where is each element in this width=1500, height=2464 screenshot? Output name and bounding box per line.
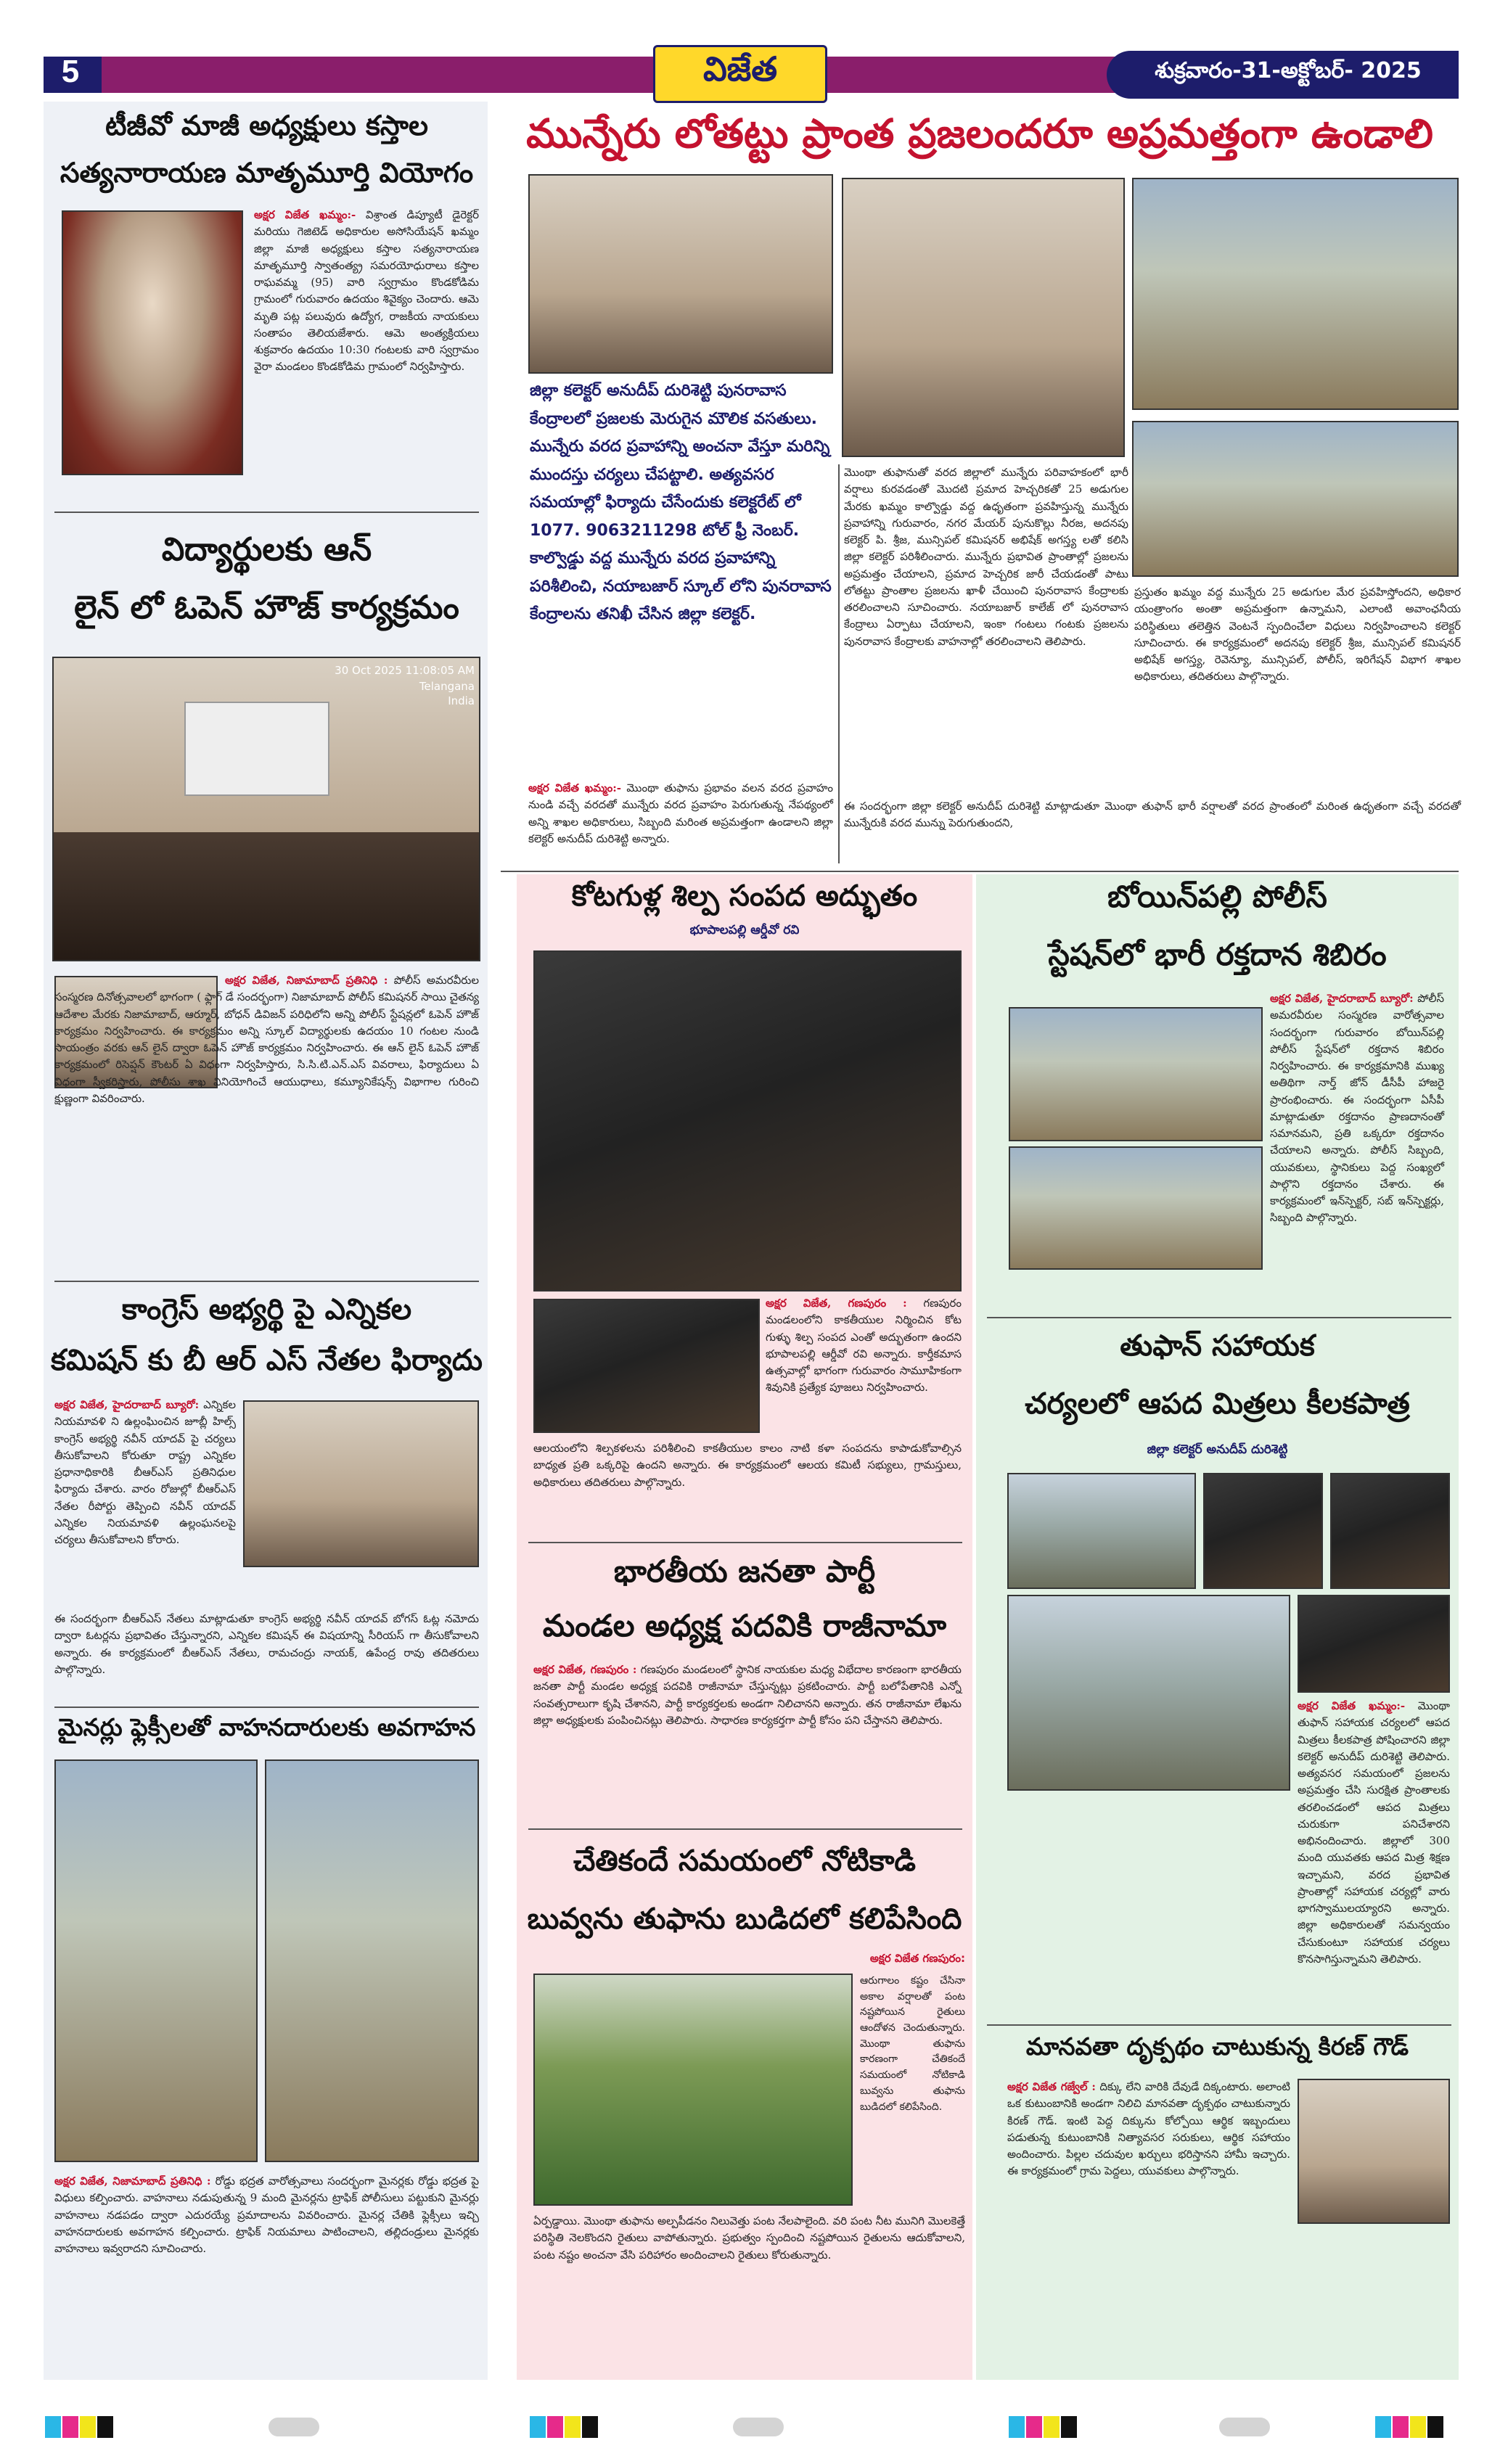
congress-headline-2: కమిషన్ కు బీ ఆర్ ఎస్ నేతల ఫిర్యాదు [51, 1344, 483, 1377]
open-house-headline-2: లైన్ లో ఓపెన్ హౌజ్ కార్యక్రమం [74, 589, 459, 626]
cyclone-help-text: మొంథా తుఫాన్ సహాయక చర్యలలో ఆపద మిత్రలు కీలకపాత్ర పోషించారని జిల్లా కలెక్టర్ అనుదీప్ దురిశెట్టి తెలిపారు. అత్యవసర సమయంలో ప్రజలను అప్రమత్తం చేసి సురక్షిత ప్రాంతాలకు తరలించడంలో ఆపద మిత్రలు చురుకుగా పనిచేశారని అభినందించారు. జిల్లాలో 300 మంది యువతకు ఆపద మిత్ర శిక్షణ ఇచ్చామని, వరద ప్రభావిత ప్రాంతాల్లో సహాయక చర్యల్లో వారు భాగస్వాములయ్యారని అన్నారు. జిల్లా అధికారులతో సమన్వయం చేసుకుంటూ సహాయక చర్యలు కొనసాగిస్తున్నామని తెలిపారు. [1298, 1699, 1450, 1966]
reg-mark [1026, 2416, 1042, 2438]
bjp-headline-1: భారతీయ జనతా పార్టీ [613, 1553, 876, 1589]
minors-text: రోడ్డు భద్రత వారోత్సవాలు సందర్భంగా మైనర్లకు రోడ్డు భద్రత పై విధులు కల్పించారు. వాహనాలు నడుపుతున్న 9 మంది మైనర్లను ట్రాఫిక్ పోలీసులు పట్టుకుని మైనర్లు వాహనాలు నడపడం ద్వారా ఎదురయ్యే ప్రమాదాలను వివరించారు. మైనర్ల చేతికి ఫ్లెక్సీలు ఇచ్చి వాహనదారులకు అవగాహన కల్పించారు. ట్రాఫిక్ నియమాలు పాటించాలని, తల్లిదండ్రులు మైనర్లకు వాహనాలు ఇవ్వరాదని సూచించారు. [54, 2175, 479, 2255]
blood-camp-dateline: అక్షర విజేత, హైదరాబాద్ బ్యూరో: [1270, 992, 1414, 1005]
reg-mark [62, 2416, 78, 2438]
minors-photo-1 [54, 1759, 258, 2162]
minors-photo-2 [265, 1759, 479, 2162]
crop-loss-photo [533, 1974, 853, 2206]
header-date: శుక్రవారం-31-అక్టోబర్- 2025 [1155, 58, 1422, 83]
cyclone-photo-1 [1007, 1473, 1196, 1589]
main-body-3: ప్రస్తుతం ఖమ్మం వద్ద మున్నేరు 25 అడుగుల మేర ప్రవహిస్తోందని, అధికార యంత్రాంగం అంతా అప్రమత్తంగా ఉన్నామని, ఎలాంటి అవాంఛనీయ పరిస్థితులు తలెత్తిన వెంటనే స్పందించేలా విధులు నిర్వహించాలని కలెక్టర్ సూచించారు. ఈ కార్యక్రమంలో అదనపు కలెక్టర్ శ్రీజ, మున్సిపల్ కమిషనర్ అభిషేక్ అగస్త్య, రెవెన్యూ, మున్సిపల్, పోలీస్, ఇరిగేషన్ విభాగ శాఖల అధికారులు, తదితరులు పాల్గొన్నారు. [1134, 586, 1461, 683]
reg-mark [565, 2416, 581, 2438]
main-body-1 [528, 780, 833, 867]
reg-mark [80, 2416, 96, 2438]
main-text-1: మొంథా తుఫాను ప్రభావం వలన వరద ప్రవాహం నుండి వచ్చే వరదతో మున్నేరు వరద ప్రవాహం పెరుగుతున్న నేపథ్యంలో అన్ని శాఖల అధికారులు, సిబ్బంది మరింత అప్రమత్తంగా ఉండాలని జిల్లా కలెక్టర్ అనుదీప్ దురిశెట్టి అన్నారు. [528, 781, 833, 845]
cyclone-help-body [1007, 1698, 1450, 2017]
reg-mark [582, 2416, 598, 2438]
reg-mark [547, 2416, 563, 2438]
reg-mark [1410, 2416, 1426, 2438]
reg-pill [733, 2418, 784, 2436]
cyclone-help-byline: జిల్లా కలెక్టర్ అనుదీప్ దురిశెట్టి [1147, 1442, 1288, 1457]
reg-mark [1009, 2416, 1025, 2438]
crop-loss-body-1: ఆరుగాలం కష్టం చేసినా అకాల వర్షాలతో పంట నష్టపోయిన రైతులు ఆందోళన చెందుతున్నారు. మొంథా తుఫాను కారణంగా చేతికందే సమయంలో నోటికాడి బువ్వను తుఫాను బుడిదలో కలిపేసింది. [860, 1975, 965, 2113]
divider [54, 512, 479, 513]
congress-headline-1: కాంగ్రెస్ అభ్యర్థి పై ఎన్నికల [121, 1293, 412, 1326]
blood-camp-text: పోలీస్ అమరవీరుల సంస్మరణ వారోత్సవాల సందర్భంగా గురువారం బోయిన్‌పల్లి పోలీస్ స్టేషన్‌లో రక్తదాన శిబిరం నిర్వహించారు. ఈ కార్యక్రమానికి ముఖ్య అతిథిగా నార్త్ జోన్ డీసీపీ హాజరై ప్రారంభించారు. ఈ సందర్భంగా ఏసీపీ మాట్లాడుతూ రక్తదానం ప్రాణదానంతో సమానమని, ప్రతి ఒక్కరూ రక్తదానం చేయాలని అన్నారు. పోలీస్ సిబ్బంది, యువకులు, స్థానికులు పెద్ద సంఖ్యలో పాల్గొని రక్తదానం చేశారు. ఈ కార్యక్రమంలో ఇన్‌స్పెక్టర్, సబ్ ఇన్‌స్పెక్టర్లు, సిబ్బంది పాల్గొన్నారు. [1270, 992, 1444, 1225]
kiran-headline: మానవతా దృక్పథం చాటుకున్న కిరణ్ గౌడ్ [1025, 2032, 1409, 2061]
photo-stamp: 30 Oct 2025 11:08:05 AM [335, 664, 475, 677]
open-house-text: పోలీస్ అమరవీరుల సంస్మరణ దినోత్సవాలలో భాగంగా ( ఫ్లాగ్ డే సందర్భంగా) నిజామాబాద్ పోలీస్ కమిషనర్ సాయి చైతన్య ఆదేశాల మేరకు నిజామాబాద్, ఆర్మూర్, బోధన్ డివిజన్ పరిధిలోని అన్ని పోలీస్ స్టేషన్లలో ఓపెన్ హౌజ్ కార్యక్రమం నిర్వహించారు. ఈ కార్యక్రమం అన్ని స్కూల్ విద్యార్థులకు ఉదయం 10 గంటల నుండి సాయంత్రం వరకు ఆన్ లైన్ ద్వారా ఓపెన్ హౌజ్ కార్యక్రమం నిర్వహించారు. ఈ ఆన్ లైన్ ఓపెన్ హౌజ్ కార్యక్రమంలో రిసెప్షన్ కౌంటర్ ఏ విధంగా నిర్వహిస్తారు, సి.సి.టి.ఎన్.ఎస్ వివరాలు, ఫిర్యాదులు ఏ విధంగా స్వీకరిస్తారు, పోలీసు శాఖ వినియోగించే ఆయుధాలు, కమ్యూనికేషన్స్ విభాగాల గురించి క్షుణ్ణంగా వివరించారు. [54, 974, 479, 1105]
kotagullu-photo-1 [533, 950, 962, 1291]
blood-camp-body [1005, 990, 1444, 1310]
kotagullu-body-1 [766, 1295, 962, 1440]
cyclone-help-headline-1: తుఫాన్ సహాయక [1120, 1329, 1315, 1363]
minors-body [54, 2173, 479, 2373]
divider [528, 1542, 962, 1543]
kotagullu-headline: కోటగుళ్ల శిల్ప సంపద అద్భుతం [571, 879, 918, 913]
open-house-dateline: అక్షర విజేత, నిజామాబాద్ ప్రతినిధి : [225, 974, 388, 987]
kotagullu-body-2: ఆలయంలోని శిల్పకళలను పరిశీలించి కాకతీయుల కాలం నాటి కళా సంపదను కాపాడుకోవాల్సిన బాధ్యత ప్రతి ఒక్కరిపై ఉందని అన్నారు. ఈ కార్యక్రమంలో ఆలయ కమిటీ సభ్యులు, గ్రామస్తులు, అధికారులు తదితరులు పాల్గొన్నారు. [533, 1442, 962, 1489]
projector-screen [184, 702, 329, 796]
reg-mark [530, 2416, 546, 2438]
divider [501, 871, 1459, 872]
photo-stamp-2: Telangana [419, 680, 475, 693]
main-photo-1 [528, 174, 833, 374]
reg-mark [97, 2416, 113, 2438]
divider [528, 1828, 962, 1830]
congress-dateline: అక్షర విజేత, హైదరాబాద్ బ్యూరో: [54, 1398, 200, 1411]
kotagullu-text-1: గణపురం మండలంలోని కాకతీయుల నిర్మించిన కోట గుళ్ళు శిల్ప సంపద ఎంతో అద్భుతంగా ఉందని భూపాలపల్లి ఆర్డీవో రవి అన్నారు. కార్తీకమాస ఉత్సవాల్లో భాగంగా గురువారం సామూహికంగా శివునికి ప్రత్యేక పూజలు నిర్వహించారు. [766, 1297, 962, 1395]
divider [987, 2024, 1451, 2026]
main-caption-text: జిల్లా కలెక్టర్ అనుదీప్ దురిశెట్టి పునరావాస కేంద్రాలలో ప్రజలకు మెరుగైన మౌలిక వసతులు. మున్నేరు వరద ప్రవాహాన్ని అంచనా వేస్తూ మరిన్ని ముందస్తు చర్యలు చేపట్టాలి. అత్యవసర సమయాల్లో ఫిర్యాదు చేసేందుకు కలెక్టరేట్ లో 1077. 9063211298 టోల్ ఫ్రీ నెంబర్. కాల్వొడ్డు వద్ద మున్నేరు వరద ప్రవాహాన్ని పరిశీలించి, నయాబజార్ స్కూల్ లోని పునరావాస కేంద్రాలను తనిఖీ చేసిన జిల్లా కలెక్టర్. [530, 382, 832, 623]
congress-photo [243, 1400, 479, 1567]
audience [54, 832, 480, 961]
kiran-body [1007, 2079, 1450, 2369]
reg-pill [269, 2418, 319, 2436]
condolence-text: విశ్రాంత డిప్యూటీ డైరెక్టర్ మరియు గెజిటెడ్ అధికారుల అసోసియేషన్ ఖమ్మం జిల్లా మాజీ అధ్యక్షులు కస్తాల సత్యనారాయణ మాతృమూర్తి స్వాతంత్య్ర సమరయోధురాలు కస్తాల రాఘవమ్మ (95) వారి స్వగ్రామం కొండకోడిమ గ్రామంలో గురువారం ఉదయం శివైక్యం చెందారు. ఆమె మృతి పట్ల పలువురు ఉద్యోగ, రాజకీయ నాయకులు సంతాపం తెలియజేశారు. ఆమె అంత్యక్రియలు శుక్రవారం ఉదయం 10:30 గంటలకు వారి స్వగ్రామం వైరా మండలం కొండకోడిమ గ్రామంలో నిర్వహిస్తారు. [254, 208, 479, 374]
divider [54, 1281, 479, 1282]
condolence-body [254, 207, 479, 482]
minors-headline: మైనర్లు ఫ్లెక్సీలతో వాహనదారులకు అవగాహన [57, 1713, 476, 1741]
condolence-headline-1: టీజీవో మాజీ అధ్యక్షులు కస్తాల [105, 110, 428, 141]
minors-dateline: అక్షర విజేత, నిజామాబాద్ ప్రతినిధి : [54, 2175, 211, 2188]
main-photo-3 [1132, 178, 1459, 410]
cyclone-photo-5 [1298, 1595, 1450, 1693]
main-body-4: ఈ సందర్భంగా జిల్లా కలెక్టర్ అనుదీప్ దురిశెట్టి మాట్లాడుతూ మొంథా తుఫాన్ భారీ వర్షాలతో వరద ప్రాంతంలో మరింత ఉధృతంగా వచ్చే వరదతో మున్నేరుకి వరద మున్ను పెరుగుతుందని, [844, 800, 1461, 830]
divider [987, 1317, 1451, 1318]
kotagullu-byline: భూపాలపల్లి ఆర్డీవో రవి [689, 923, 800, 937]
bjp-text: గణపురం మండలంలో స్థానిక నాయకుల మధ్య విభేదాల కారణంగా భారతీయ జనతా పార్టీ మండల అధ్యక్ష పదవికి రాజీనామా చేస్తున్నట్లు ప్రకటించారు. పార్టీ బలోపేతానికి ఎన్నో సంవత్సరాలుగా కృషి చేశానని, పార్టీ కార్యకర్తలకు అండగా నిలిచానని అన్నారు. తన రాజీనామా లేఖను జిల్లా అధ్యక్షులకు పంపించినట్లు తెలిపారు. సాధారణ కార్యకర్తగా పార్టీ కోసం పని చేస్తానని తెలిపారు. [533, 1663, 962, 1727]
main-dateline: అక్షర విజేత ఖమ్మం:- [528, 781, 621, 794]
open-house-headline-1: విద్యార్థులకు ఆన్ [161, 531, 372, 568]
column-rule [838, 464, 840, 863]
main-body-2: మొంథా తుఫానుతో వరద జిల్లాలో మున్నేరు పరివాహకంలో భారీ వర్షాలు కురవడంతో మొదటి ప్రమాద హెచ్చరికతో 25 అడుగుల మేరకు ఖమ్మం కాల్వొడ్డు వద్ద ఉధృతంగా ప్రవహిస్తున్న మున్నేరు ప్రవాహాన్ని గురువారం, నగర మేయర్ పునుకొల్లు నీరజ, అదనపు కలెక్టర్ పి. శ్రీజ, మున్సిపల్ కమిషనర్ అభిషేక్ అగస్త్య లతో కలిసి జిల్లా కలెక్టర్ పరిశీలించారు. మున్నేరు ప్రభావిత ప్రాంతాల్లో ప్రజలను అప్రమత్తం చేయాలని, ప్రమాద హెచ్చరిక జారీ చేయడంతో పాటు లోతట్టు ప్రాంతాల ప్రజలను ఖాళీ చేయించి పునరావాస కేంద్రాలకు తరలించాలని సూచించారు. నయాబజార్ కాలేజ్ లో పునరావాస కేంద్రాలు ఏర్పాటు చేయాలని, ఇంకా గంటలు గంటకు ప్రజలను పునరావాస కేంద్రాలకు వాహనాల్లో తరలించాలని తెలిపారు. [844, 466, 1128, 648]
reg-mark [1061, 2416, 1077, 2438]
bjp-dateline: అక్షర విజేత, గణపురం : [533, 1663, 637, 1676]
congress-body-1 [54, 1397, 236, 1607]
reg-mark [1427, 2416, 1443, 2438]
crop-loss-body-2: ఏర్పడ్డాయి. మొంథా తుఫాను అల్పపీడనం నిలువెత్తు పంట నేలపాలైంది. వరి పంట నీట మునిగి మొలకెత్తే పరిస్థితి నెలకొందని రైతులు వాపోతున్నారు. ప్రభుత్వం స్పందించి నష్టపోయిన రైతులను ఆదుకోవాలని, పంట నష్టం అంచనా వేసి పరిహారం అందించాలని రైతులు కోరుతున్నారు. [533, 2214, 965, 2262]
registration-marks [0, 2416, 1500, 2452]
cyclone-photo-2 [1203, 1473, 1323, 1589]
kotagullu-photo-2 [533, 1299, 760, 1433]
congress-body-2: ఈ సందర్భంగా బీఆర్ఎస్ నేతలు మాట్లాడుతూ కాంగ్రెస్ అభ్యర్థి నవీన్ యాదవ్ బోగస్ ఓట్ల నమోదు ద్వారా ఓటర్లను ప్రభావితం చేస్తున్నారని, ఎన్నికల కమిషన్ ఈ విషయాన్ని సీరియస్ గా తీసుకోవాలని అన్నారు. ఈ కార్యక్రమంలో బీఆర్ఎస్ నేతలు, రామచంద్రు నాయక్, ఉపేంద్ర రావు తదితరులు పాల్గొన్నారు. [54, 1612, 479, 1676]
condolence-dateline: అక్షర విజేత ఖమ్మం:- [254, 208, 356, 221]
photo-stamp-3: India [448, 694, 475, 707]
kiran-dateline: అక్షర విజేత గజ్వేల్ : [1007, 2080, 1096, 2093]
reg-mark [1044, 2416, 1060, 2438]
open-house-photo [52, 657, 480, 961]
main-photo-2 [842, 178, 1125, 457]
divider [54, 1707, 479, 1708]
cyclone-photo-3 [1330, 1473, 1450, 1589]
cyclone-help-dateline: అక్షర విజేత ఖమ్మం:- [1298, 1699, 1406, 1712]
page-number: 5 [61, 54, 80, 89]
bjp-headline-2: మండల అధ్యక్ష పదవికి రాజీనామా [542, 1608, 947, 1643]
blood-camp-headline-1: బోయిన్‌పల్లి పోలీస్ [1107, 879, 1327, 914]
congress-text-1: ఎన్నికల నియమావళి ని ఉల్లంఘించిన జూబ్లీ హిల్స్ కాంగ్రెస్ అభ్యర్థి నవీన్ యాదవ్ పై చర్యలు తీసుకోవాలని కోరుతూ రాష్ట్ర ఎన్నికల ప్రధానాధికారికి బీఆర్ఎస్ ప్రతినిధుల ఫిర్యాదు చేశారు. వారం రోజుల్లో బీఆర్ఎస్ నేతల రీపోర్టు తెప్పించి నవీన్ యాదవ్ ఎన్నికల నియమావళి ఉల్లంఘనలపై చర్యలు తీసుకోవాలని కోరారు. [54, 1398, 236, 1546]
bjp-body [533, 1662, 962, 1821]
reg-mark [1375, 2416, 1391, 2438]
kotagullu-dateline: అక్షర విజేత, గణపురం : [766, 1297, 907, 1310]
condolence-headline-2: సత్యనారాయణ మాతృమూర్తి వియోగం [60, 157, 474, 189]
kiran-text: దిక్కు లేని వారికి దేవుడే దిక్కంటారు. అలాంటి ఒక కుటుంబానికి అండగా నిలిచి మానవతా దృక్పథం చాటుకున్నారు కిరణ్ గౌడ్. ఇంటి పెద్ద దిక్కును కోల్పోయి ఆర్థిక ఇబ్బందులు పడుతున్న కుటుంబానికి నిత్యావసర సరుకులు, ఆర్థిక సహాయం అందించారు. పిల్లల చదువుల ఖర్చులు భరిస్తానని హామీ ఇచ్చారు. ఈ కార్యక్రమంలో గ్రామ పెద్దలు, యువకులు పాల్గొన్నారు. [1007, 2080, 1290, 2178]
crop-loss-headline-1: చేతికందే సమయంలో నోటికాడి [573, 1844, 917, 1878]
main-headline: మున్నేరు లోతట్టు ప్రాంత ప్రజలందరూ అప్రమత్తంగా ఉండాలి [526, 110, 1433, 157]
cyclone-help-headline-2: చర్యలలో ఆపద మిత్రలు కీలకపాత్ర [1025, 1387, 1410, 1421]
main-caption [530, 377, 835, 784]
crop-loss-headline-2: బువ్వను తుఫాను బుడిదలో కలిపేసింది [527, 1902, 962, 1936]
main-photo-4 [1132, 421, 1459, 577]
open-house-body [54, 972, 479, 1277]
blood-camp-headline-2: స్టేషన్‌లో భారీ రక్తదాన శిబిరం [1048, 937, 1387, 972]
masthead: విజేత [702, 49, 778, 89]
reg-pill [1219, 2418, 1270, 2436]
reg-mark [45, 2416, 61, 2438]
crop-loss-dateline: అక్షర విజేత గణపురం: [869, 1952, 965, 1965]
reg-mark [1393, 2416, 1409, 2438]
condolence-photo [62, 210, 243, 475]
